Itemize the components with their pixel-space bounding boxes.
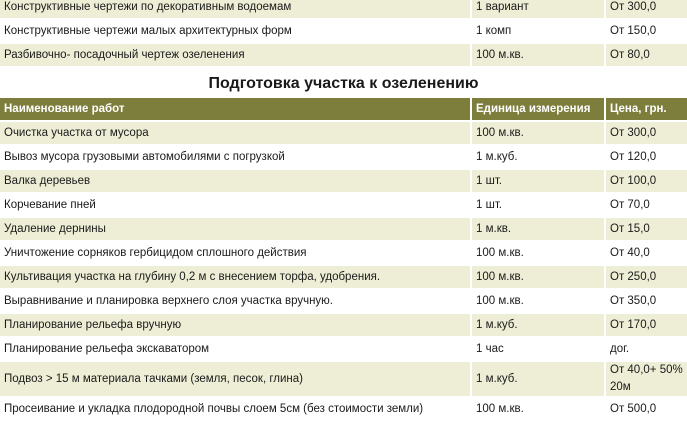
work-name-cell: Корчевание пней <box>0 194 470 218</box>
unit-cell: 1 шт. <box>470 194 604 218</box>
price-cell: От 40,0 <box>604 242 687 266</box>
table-header-row <box>0 98 687 122</box>
unit-cell: 100 м.кв. <box>470 44 604 68</box>
table-row <box>0 44 687 68</box>
work-name-cell: Удаление дернины <box>0 218 470 242</box>
unit-cell: 1 час <box>470 338 604 362</box>
price-cell: От 15,0 <box>604 218 687 242</box>
unit-cell: 1 м.кв. <box>470 218 604 242</box>
site-preparation-price-table <box>0 98 687 422</box>
work-name-cell: Подвоз > 15 м материала тачками (земля, песок, глина) <box>0 362 470 398</box>
unit-cell: 1 м.куб. <box>470 314 604 338</box>
column-header-work-name: Наименование работ <box>0 98 470 122</box>
price-cell: От 300,0 <box>604 122 687 146</box>
table-row <box>0 338 687 362</box>
design-price-table <box>0 0 687 68</box>
table-row <box>0 398 687 422</box>
work-name-cell: Валка деревьев <box>0 170 470 194</box>
table-row <box>0 146 687 170</box>
work-name-cell: Разбивочно- посадочный чертеж озеленения <box>0 44 470 68</box>
work-name-cell: Уничтожение сорняков гербицидом сплошного действия <box>0 242 470 266</box>
table-row <box>0 290 687 314</box>
work-name-cell: Вывоз мусора грузовыми автомобилями с погрузкой <box>0 146 470 170</box>
work-name-cell: Выравнивание и планировка верхнего слоя участка вручную. <box>0 290 470 314</box>
price-cell: От 40,0+ 50% 20м <box>604 362 687 398</box>
work-name-cell: Планирование рельефа экскаватором <box>0 338 470 362</box>
table-row <box>0 362 687 398</box>
table-row <box>0 218 687 242</box>
price-cell: От 120,0 <box>604 146 687 170</box>
work-name-cell: Очистка участка от мусора <box>0 122 470 146</box>
price-cell: От 70,0 <box>604 194 687 218</box>
table-row <box>0 242 687 266</box>
price-cell: От 100,0 <box>604 170 687 194</box>
work-name-cell: Просеивание и укладка плодородной почвы слоем 5см (без стоимости земли) <box>0 398 470 422</box>
column-header-unit: Единица измерения <box>470 98 604 122</box>
table-row <box>0 194 687 218</box>
unit-cell: 1 вариант <box>470 0 604 20</box>
work-name-cell: Планирование рельефа вручную <box>0 314 470 338</box>
price-cell: От 150,0 <box>604 20 687 44</box>
unit-cell: 100 м.кв. <box>470 398 604 422</box>
table-row <box>0 170 687 194</box>
table-row <box>0 20 687 44</box>
price-cell: От 170,0 <box>604 314 687 338</box>
price-cell: дог. <box>604 338 687 362</box>
price-cell: От 250,0 <box>604 266 687 290</box>
work-name-cell: Культивация участка на глубину 0,2 м с внесением торфа, удобрения. <box>0 266 470 290</box>
price-cell: От 350,0 <box>604 290 687 314</box>
section-title: Подготовка участка к озеленению <box>208 75 479 92</box>
work-name-cell: Конструктивные чертежи малых архитектурных форм <box>0 20 470 44</box>
unit-cell: 100 м.кв. <box>470 122 604 146</box>
price-cell: От 300,0 <box>604 0 687 20</box>
table-row <box>0 122 687 146</box>
table-row <box>0 0 687 20</box>
work-name-cell: Конструктивные чертежи по декоративным водоемам <box>0 0 470 20</box>
unit-cell: 100 м.кв. <box>470 290 604 314</box>
table-row <box>0 314 687 338</box>
table-row <box>0 266 687 290</box>
unit-cell: 100 м.кв. <box>470 266 604 290</box>
price-cell: От 80,0 <box>604 44 687 68</box>
unit-cell: 100 м.кв. <box>470 242 604 266</box>
column-header-price: Цена, грн. <box>604 98 687 122</box>
unit-cell: 1 м.куб. <box>470 146 604 170</box>
unit-cell: 1 м.куб. <box>470 362 604 398</box>
unit-cell: 1 комп <box>470 20 604 44</box>
unit-cell: 1 шт. <box>470 170 604 194</box>
price-cell: От 500,0 <box>604 398 687 422</box>
